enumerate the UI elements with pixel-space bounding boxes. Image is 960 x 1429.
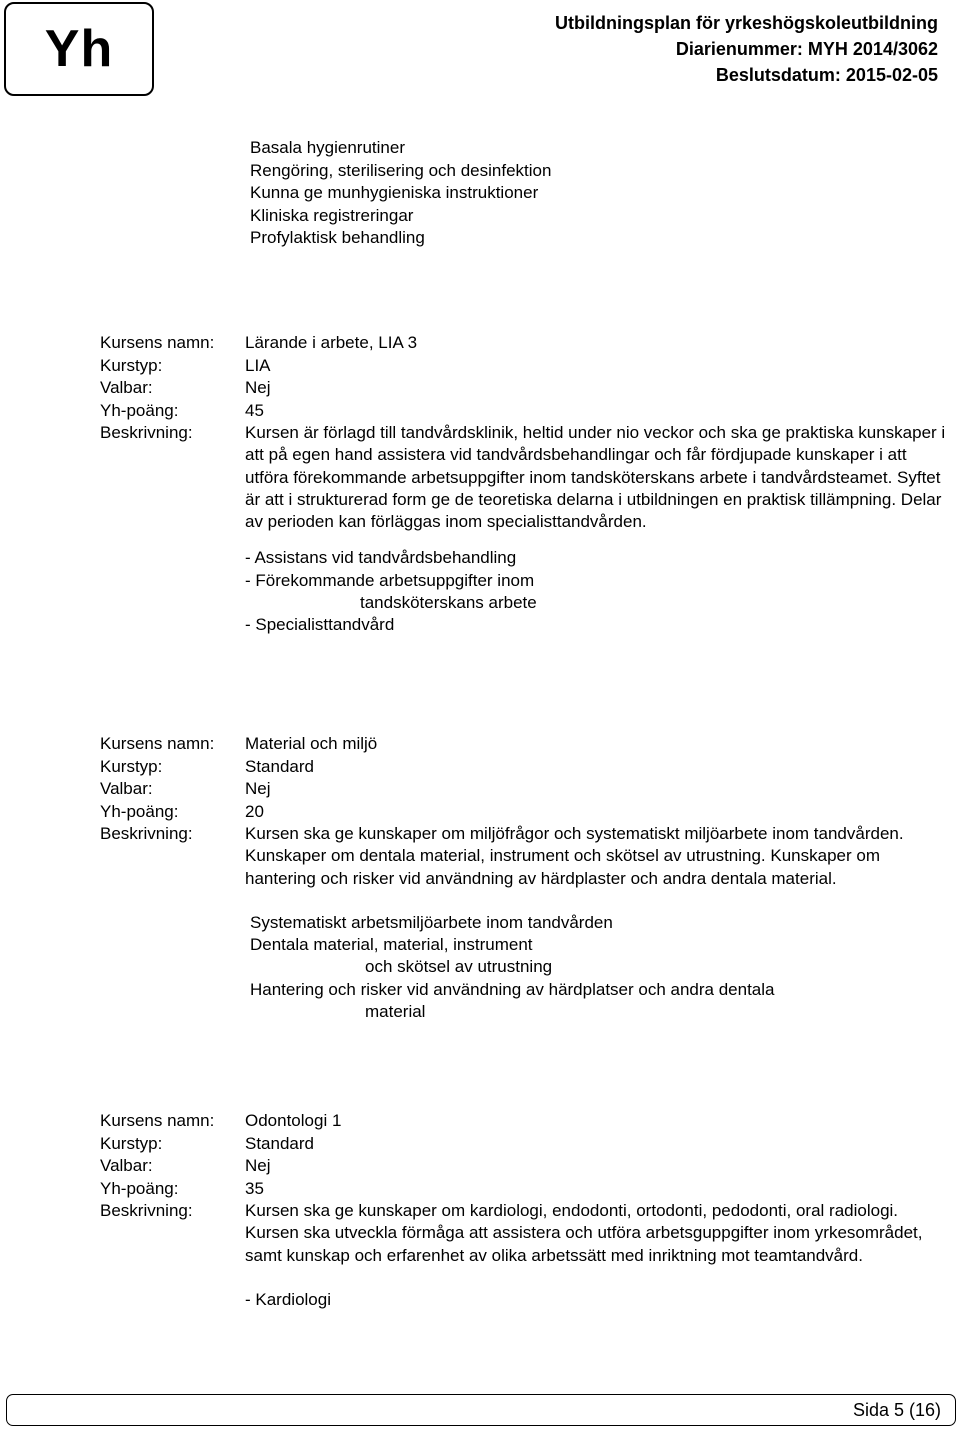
yh-logo: Yh	[4, 2, 154, 96]
course-content-list	[250, 912, 950, 1023]
page-footer	[6, 1394, 956, 1426]
course-description: Kursen är förlagd till tandvårdsklinik, heltid under nio veckor och ska ge praktiska kunskaper i att på egen hand assistera vid tandvårdsbehandlingar och får fördjupade kunskaper i att utföra förekommande arbetsuppgifter inom tandsköterskans arbete i tandvårdsteamet. Syftet är att i strukturerad form ge de teoretiska delarna i utbildningen en praktisk tillämpning. Delar av perioden kan förläggas inom specialisttandvården.	[245, 423, 946, 532]
course-odontologi-1	[100, 1110, 950, 1311]
intro-list	[250, 137, 551, 250]
document-header	[555, 10, 938, 88]
list-item: tandsköterskans arbete	[360, 593, 537, 613]
course-type: LIA	[245, 355, 271, 375]
course-name: Material och miljö	[245, 734, 378, 753]
list-item: - Kardiologi	[245, 1289, 331, 1309]
course-name: Odontologi 1	[245, 1111, 342, 1130]
list-item: och skötsel av utrustning	[365, 957, 553, 977]
course-name-label: Kursens namn:	[100, 734, 215, 753]
page-number: Sida 5 (16)	[852, 1400, 941, 1420]
course-description: Kursen ska ge kunskaper om miljöfrågor och systematiskt miljöarbete inom tandvården. Kunskaper om dentala material, instrument och skötsel av utrustning. Kunskaper om hantering och risker vid användning av härdplaster och andra dentala material.	[245, 824, 904, 888]
list-item: Rengöring, sterilisering och desinfektion	[250, 160, 552, 180]
course-optional-label: Valbar:	[100, 779, 153, 798]
course-description-label: Beskrivning:	[100, 423, 193, 442]
diarienummer: Diarienummer: MYH 2014/3062	[675, 39, 938, 59]
list-item: - Specialisttandvård	[245, 615, 395, 635]
course-points-label: Yh-poäng:	[100, 801, 179, 821]
course-name-label: Kursens namn:	[100, 1111, 215, 1130]
list-item: material	[365, 1002, 426, 1022]
list-item: Hantering och risker vid användning av härdplatser och andra dentala	[250, 979, 775, 999]
course-optional: Nej	[245, 1156, 271, 1175]
course-type: Standard	[245, 756, 314, 776]
course-material-miljo	[100, 733, 950, 1023]
course-name: Lärande i arbete, LIA 3	[245, 333, 418, 352]
course-name-label: Kursens namn:	[100, 333, 215, 352]
document-title: Utbildningsplan för yrkeshögskoleutbildning	[554, 13, 938, 33]
course-description: Kursen ska ge kunskaper om kardiologi, endodonti, ortodonti, pedodonti, oral radiologi. Kursen ska utveckla förmåga att assistera och utföra arbetsguppgifter inom yrkesområdet, samt kunskap och erfarenhet av olika arbetssätt med inriktning mot teamtandvård.	[245, 1201, 923, 1265]
course-optional: Nej	[245, 378, 271, 397]
course-type-label: Kurstyp:	[100, 355, 163, 375]
list-item: Kliniska registreringar	[250, 205, 414, 225]
list-item: Dentala material, material, instrument	[250, 935, 533, 955]
course-optional-label: Valbar:	[100, 1156, 153, 1175]
list-item: Kunna ge munhygieniska instruktioner	[250, 183, 539, 202]
course-content-list	[245, 547, 950, 636]
course-description-label: Beskrivning:	[100, 1201, 193, 1220]
course-description-label: Beskrivning:	[100, 824, 193, 843]
list-item: - Förekommande arbetsuppgifter inom	[245, 570, 535, 590]
list-item: Basala hygienrutiner	[250, 138, 405, 157]
course-points: 45	[245, 400, 264, 420]
course-type-label: Kurstyp:	[100, 1133, 163, 1153]
list-item: - Assistans vid tandvårdsbehandling	[245, 548, 517, 568]
course-content-list	[245, 1289, 950, 1311]
course-points-label: Yh-poäng:	[100, 1178, 179, 1198]
course-points: 20	[245, 801, 264, 821]
course-points: 35	[245, 1178, 264, 1198]
course-optional: Nej	[245, 779, 271, 798]
course-optional-label: Valbar:	[100, 378, 153, 397]
course-type: Standard	[245, 1133, 314, 1153]
list-item: Systematiskt arbetsmiljöarbete inom tandvården	[250, 912, 613, 932]
course-points-label: Yh-poäng:	[100, 400, 179, 420]
beslutsdatum: Beslutsdatum: 2015-02-05	[715, 65, 938, 85]
list-item: Profylaktisk behandling	[250, 228, 425, 247]
course-type-label: Kurstyp:	[100, 756, 163, 776]
course-lia3	[100, 332, 950, 637]
